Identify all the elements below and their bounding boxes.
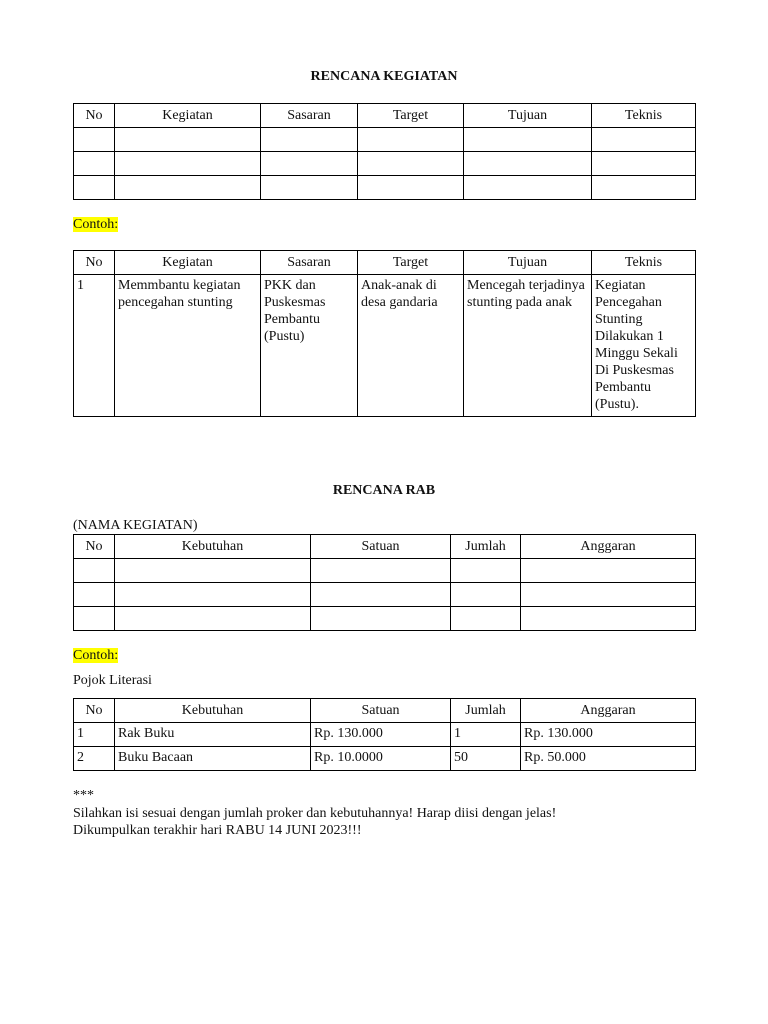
empty-cell[interactable] [592,152,696,176]
cell-satuan: Rp. 130.000 [311,723,451,747]
kegiatan-example-table [73,250,696,417]
table-row [74,176,696,200]
empty-cell[interactable] [261,128,358,152]
empty-cell[interactable] [74,128,115,152]
nama-kegiatan-label: (NAMA KEGIATAN) [73,518,198,533]
header-jumlah: Jumlah [451,699,521,723]
empty-cell[interactable] [261,176,358,200]
empty-cell[interactable] [451,607,521,631]
cell-kegiatan: Memmbantu kegiatan pencegahan stunting [115,275,261,417]
header-sasaran: Sasaran [261,251,358,275]
instruction-line-2: Dikumpulkan terakhir hari RABU 14 JUNI 2023!!! [73,823,362,838]
header-kebutuhan: Kebutuhan [115,535,311,559]
empty-cell[interactable] [592,128,696,152]
header-no: No [74,251,115,275]
cell-sasaran: PKK dan Puskesmas Pembantu (Pustu) [261,275,358,417]
cell-tujuan: Mencegah terjadinya stunting pada anak [464,275,592,417]
empty-cell[interactable] [358,152,464,176]
empty-cell[interactable] [74,152,115,176]
table-header-row [74,251,696,275]
empty-cell[interactable] [464,152,592,176]
cell-satuan: Rp. 10.0000 [311,747,451,771]
empty-cell[interactable] [464,176,592,200]
header-kebutuhan: Kebutuhan [115,699,311,723]
kegiatan-template-table [73,103,696,200]
header-satuan: Satuan [311,699,451,723]
table-row [74,723,696,747]
separator-stars: *** [73,788,94,803]
empty-cell[interactable] [115,559,311,583]
table-row [74,152,696,176]
rencana-rab-title: RENCANA RAB [332,483,436,498]
cell-kebutuhan: Buku Bacaan [115,747,311,771]
empty-cell[interactable] [464,128,592,152]
header-no: No [74,699,115,723]
header-no: No [74,535,115,559]
header-tujuan: Tujuan [464,104,592,128]
empty-cell[interactable] [311,607,451,631]
rab-template-table [73,534,696,631]
empty-cell[interactable] [74,607,115,631]
empty-cell[interactable] [358,176,464,200]
empty-cell[interactable] [74,559,115,583]
empty-cell[interactable] [592,176,696,200]
header-anggaran: Anggaran [521,535,696,559]
cell-teknis: Kegiatan Pencegahan Stunting Dilakukan 1 Minggu Sekali Di Puskesmas Pembantu (Pustu). [592,275,696,417]
cell-target: Anak-anak di desa gandaria [358,275,464,417]
table-header-row [74,535,696,559]
empty-cell[interactable] [521,559,696,583]
table-row [74,275,696,417]
rencana-kegiatan-title: RENCANA KEGIATAN [310,69,458,84]
instruction-line-1: Silahkan isi sesuai dengan jumlah proker dan kebutuhannya! Harap diisi dengan jelas! [73,806,557,821]
header-no: No [74,104,115,128]
cell-no: 2 [74,747,115,771]
empty-cell[interactable] [261,152,358,176]
table-row [74,583,696,607]
empty-cell[interactable] [521,607,696,631]
empty-cell[interactable] [115,152,261,176]
empty-cell[interactable] [451,559,521,583]
cell-anggaran: Rp. 50.000 [521,747,696,771]
empty-cell[interactable] [115,607,311,631]
cell-no: 1 [74,723,115,747]
header-satuan: Satuan [311,535,451,559]
empty-cell[interactable] [451,583,521,607]
example-activity-name: Pojok Literasi [73,673,152,688]
empty-cell[interactable] [311,583,451,607]
empty-cell[interactable] [74,583,115,607]
empty-cell[interactable] [115,176,261,200]
cell-kebutuhan: Rak Buku [115,723,311,747]
empty-cell[interactable] [311,559,451,583]
empty-cell[interactable] [74,176,115,200]
header-teknis: Teknis [592,251,696,275]
header-jumlah: Jumlah [451,535,521,559]
header-tujuan: Tujuan [464,251,592,275]
header-sasaran: Sasaran [261,104,358,128]
header-kegiatan: Kegiatan [115,251,261,275]
rab-example-table [73,698,696,771]
cell-jumlah: 1 [451,723,521,747]
table-row [74,559,696,583]
empty-cell[interactable] [521,583,696,607]
empty-cell[interactable] [115,583,311,607]
cell-jumlah: 50 [451,747,521,771]
table-row [74,607,696,631]
header-teknis: Teknis [592,104,696,128]
header-anggaran: Anggaran [521,699,696,723]
contoh-label-2: Contoh: [73,648,119,663]
table-row [74,128,696,152]
header-target: Target [358,104,464,128]
table-row [74,747,696,771]
empty-cell[interactable] [358,128,464,152]
contoh-label-1: Contoh: [73,217,119,232]
table-header-row [74,699,696,723]
cell-no: 1 [74,275,115,417]
header-kegiatan: Kegiatan [115,104,261,128]
header-target: Target [358,251,464,275]
table-header-row [74,104,696,128]
empty-cell[interactable] [115,128,261,152]
cell-anggaran: Rp. 130.000 [521,723,696,747]
